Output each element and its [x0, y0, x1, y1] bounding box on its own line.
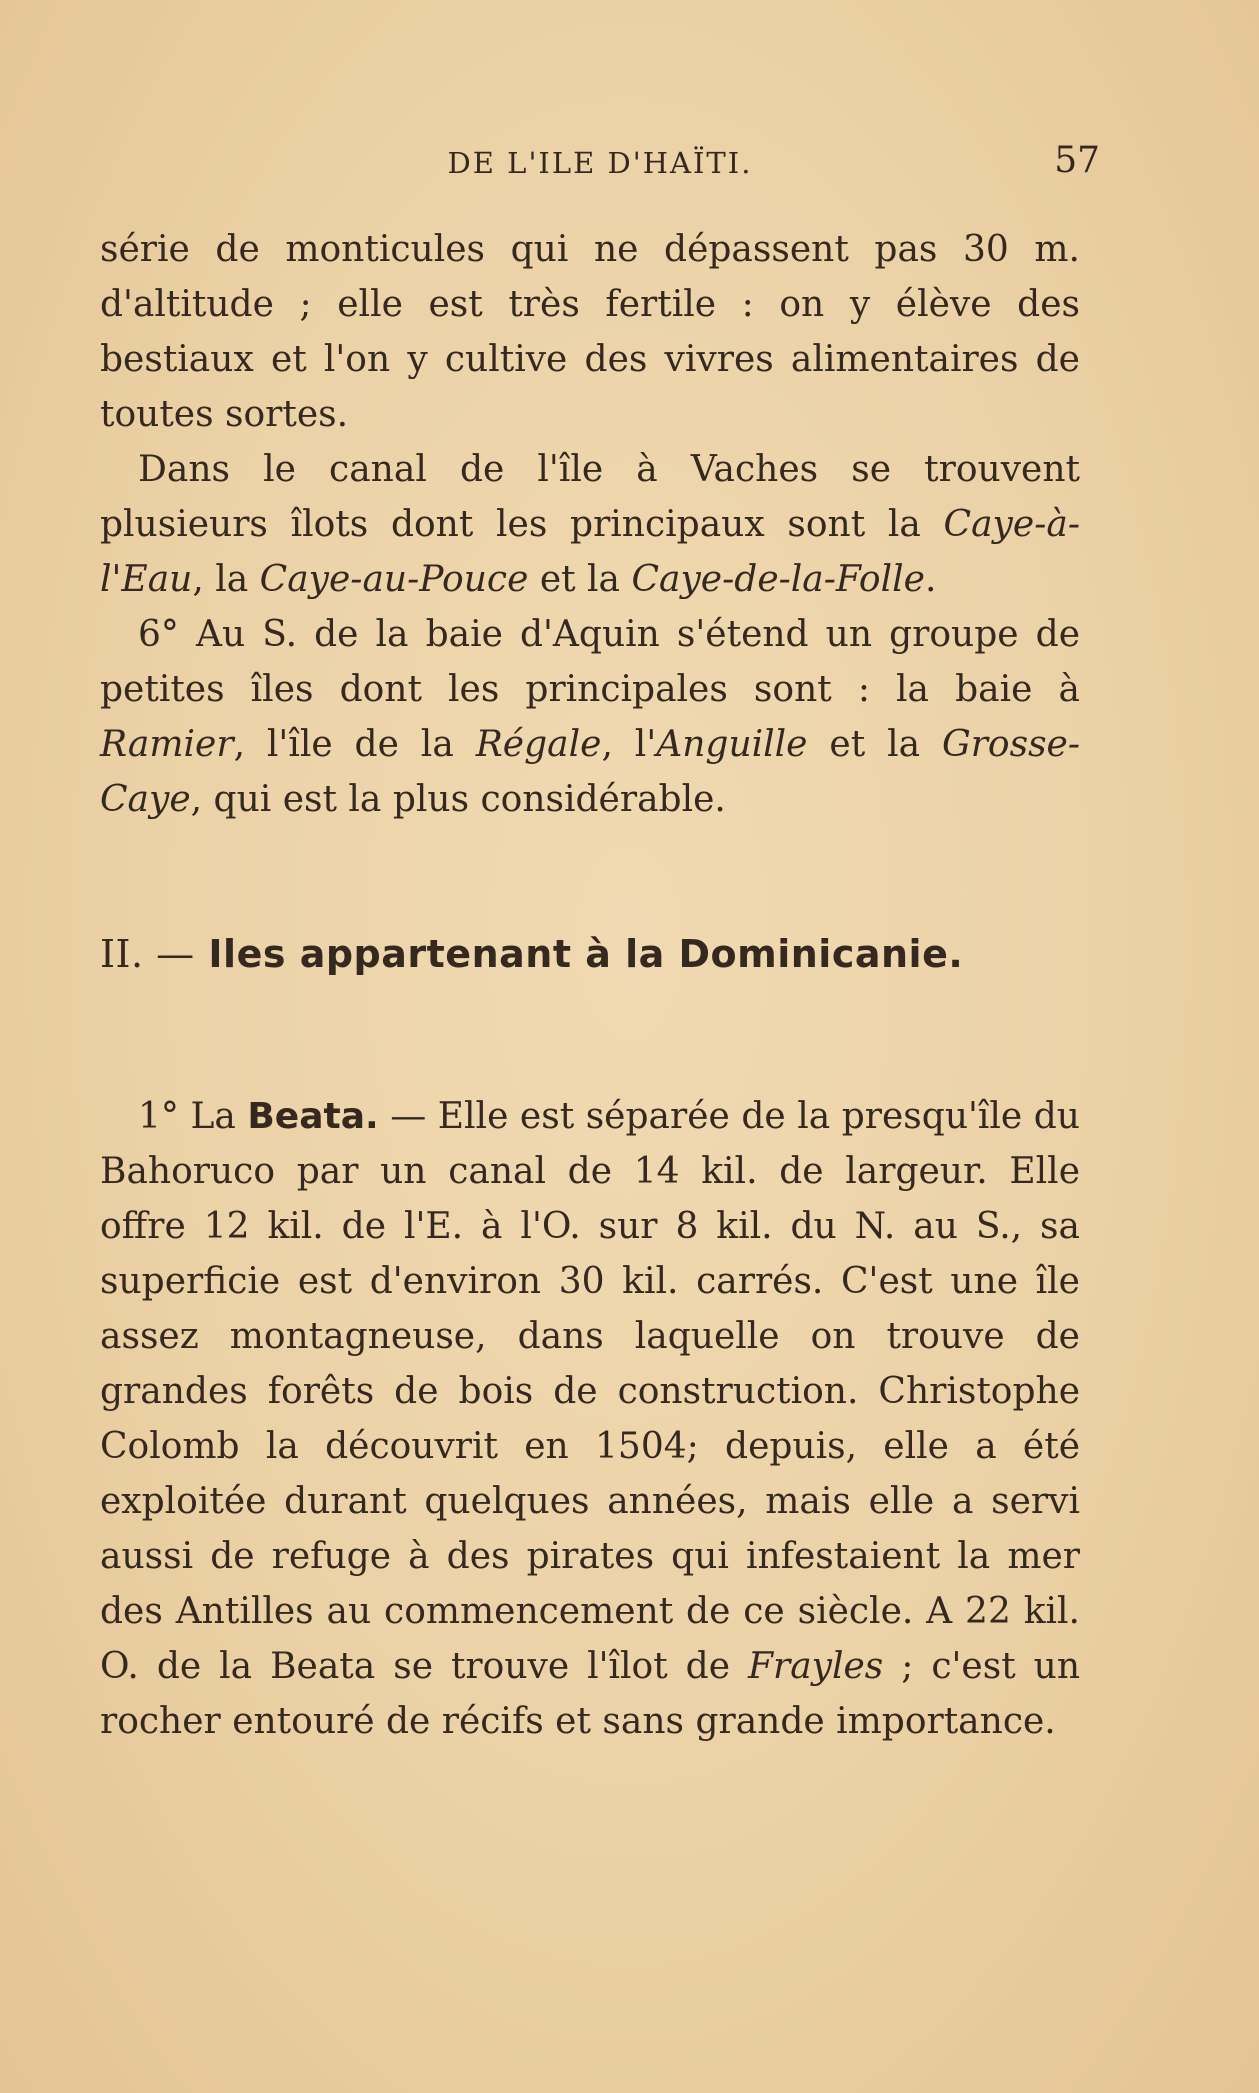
text-span: série de monticules qui ne dépassent pas 30 m. d'altitude ; elle est très fertile : on y élève des bestiaux et l'on y cultive des vivres alimentaires de toutes sortes. — [100, 229, 1080, 435]
place-name: Grosse-Caye — [100, 724, 1081, 820]
text-span: et la — [807, 724, 942, 765]
text-block-bottom — [100, 1089, 1080, 1749]
text-span: , qui est la plus considérable. — [190, 779, 726, 820]
place-name: Anguille — [656, 724, 808, 765]
text-span: , l' — [601, 724, 657, 765]
page-number: 57 — [1054, 140, 1100, 181]
text-span: 1° La — [138, 1096, 248, 1137]
place-name: Régale — [475, 724, 602, 765]
paragraph — [100, 442, 1080, 607]
section-number: II. — — [100, 932, 195, 976]
section-title: Iles appartenant à la Dominicanie. — [208, 932, 964, 976]
place-name: Caye-au-Pouce — [259, 559, 529, 600]
place-name: Frayles — [748, 1646, 884, 1687]
running-head — [100, 140, 1100, 186]
running-title: DE L'ILE D'HAÏTI. — [447, 146, 753, 180]
text-span: ; c'est un rocher entouré de récifs et sans grande importance. — [100, 1646, 1081, 1742]
text-span: — Elle est séparée de la presqu'île du Bahoruco par un canal de 14 kil. de largeur. Elle offre 12 kil. de l'E. à l'O. sur 8 kil. du N. au S., sa superficie est d'environ 30 kil. carrés. C'est une île assez montagneuse, dans laquelle on trouve de grandes forêts de bois de construction. Christophe Colomb la découvrit en 1504; depuis, elle a été exploitée durant quelques années, mais elle a servi aussi de refuge à des pirates qui infestaient la mer des Antilles au commencement de ce siècle. A 22 kil. O. de la Beata se trouve l'îlot de — [100, 1096, 1080, 1687]
text-span: 6° Au S. de la baie d'Aquin s'étend un groupe de petites îles dont les principales sont : la baie à — [100, 614, 1080, 710]
text-span: Dans le canal de l'île à Vaches se trouvent plusieurs îlots dont les principaux sont la — [100, 449, 1080, 545]
place-name: Caye-de-la-Folle — [631, 559, 925, 600]
text-span: , la — [192, 559, 260, 600]
island-name: Beata. — [247, 1096, 379, 1137]
text-block-top — [100, 222, 1080, 827]
paragraph — [100, 222, 1080, 442]
place-name: Caye-à-l'Eau — [100, 504, 1080, 600]
text-span: et la — [528, 559, 632, 600]
text-span: , l'île de la — [233, 724, 476, 765]
section-heading — [100, 932, 1080, 976]
text-span: . — [924, 559, 937, 600]
paragraph — [100, 607, 1080, 827]
paragraph — [100, 1089, 1080, 1749]
place-name: Ramier — [100, 724, 234, 765]
